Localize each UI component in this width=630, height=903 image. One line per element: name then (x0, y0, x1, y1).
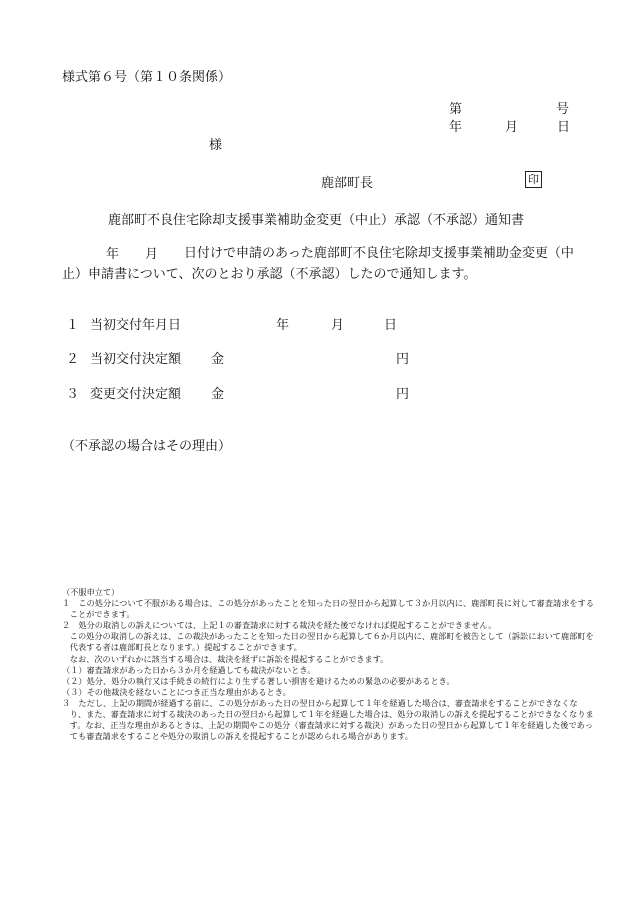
application-month: 月 (145, 247, 159, 262)
note-2-detail: この処分の取消しの訴えは、この裁決があったことを知った日の翌日から起算して６か月以内に、鹿部町を被告として（訴訟において鹿部町を代表する者は鹿部町長となります。）提起することができます。 (69, 631, 594, 653)
addressee-suffix: 様 (209, 138, 223, 153)
sub-item-3: （３）その他裁決を経ないことにつき正当な理由があるとき。 (62, 686, 291, 697)
appeal-notes (62, 587, 594, 742)
item-3-yen: 円 (396, 387, 410, 402)
note-1: １ この処分について不服がある場合は、この処分があったことを知った日の翌日から起算して３か月以内に、鹿部町長に対して審査請求をすることができます。 (62, 598, 594, 620)
document-title: 鹿部町不良住宅除却支援事業補助金変更（中止）承認（不承認）通知書 (108, 213, 525, 228)
item-3-label: 変更交付決定額 (90, 387, 182, 402)
issue-day: 日 (557, 120, 571, 135)
note-3: ３ ただし、上記の期間が経過する前に、この処分があった日の翌日から起算して１年を経過した場合は、審査請求をすることができなくなり、また、審査請求に対する裁決のあった日の翌日から起算して１年を経過した場合は、処分の取消しの訴えを提起することができなくなります。なお、正当な理由があるときは、上記の期間やこの処分（審査請求に対する裁決）があった日の翌日から起算して１年を経過した後であっても審査請求をすることや処分の取消しの訴えを提起することが認められる場合があります。 (62, 697, 594, 742)
application-year: 年 (106, 247, 120, 262)
item-1-label: 当初交付年月日 (90, 318, 182, 333)
item-1-month: 月 (331, 318, 345, 333)
seal-stamp: 印 (525, 171, 542, 188)
form-number: 様式第６号（第１０条関係） (62, 70, 232, 85)
item-2-label: 当初交付決定額 (90, 352, 182, 367)
reason-label: （不承認の場合はその理由） (62, 439, 232, 454)
body-paragraph (62, 243, 582, 285)
document-number-prefix: 第 (449, 102, 463, 117)
note-2-exception: なお、次のいずれかに該当する場合は、裁決を経ずに訴訟を提起することができます。 (69, 653, 389, 664)
sender-name: 鹿部町長 (321, 176, 374, 191)
item-2-yen: 円 (396, 352, 410, 367)
body-paragraph-text: 日付けで申請のあった鹿部町不良住宅除却支援事業補助金変更（中止）申請書について、次のとおり承認（不承認）したので通知します。 (62, 246, 574, 282)
issue-month: 月 (505, 120, 519, 135)
issue-year: 年 (449, 120, 463, 135)
notes-heading: （不服申立て） (62, 587, 120, 597)
item-2-number: ２ (66, 352, 80, 367)
note-2: ２ 処分の取消しの訴えについては、上記１の審査請求に対する裁決を経た後でなければ提起することができません。 (62, 620, 497, 631)
item-1-year: 年 (276, 318, 290, 333)
sub-item-2: （２）処分、処分の執行又は手続きの続行により生ずる著しい損害を避けるための緊急の必要があるとき。 (62, 675, 455, 686)
document-number-suffix: 号 (556, 102, 570, 117)
item-1-number: １ (66, 318, 80, 333)
item-1-day: 日 (384, 318, 398, 333)
item-3-kin: 金 (211, 387, 225, 402)
item-3-number: ３ (66, 387, 80, 402)
sub-item-1: （１）審査請求があった日から３か月を経過しても裁決がないとき。 (62, 664, 316, 675)
item-2-kin: 金 (211, 352, 225, 367)
